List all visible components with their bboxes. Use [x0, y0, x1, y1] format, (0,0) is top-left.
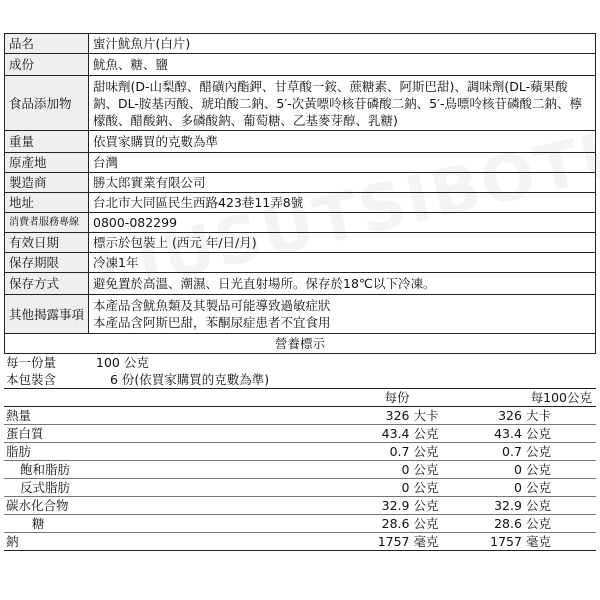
- row-address: [5, 193, 596, 213]
- label-weight: 重量: [5, 131, 89, 153]
- nutrient-name: 脂肪: [4, 443, 261, 461]
- nutrition-table: [4, 388, 596, 551]
- label-origin: 原產地: [5, 153, 89, 173]
- row-origin: [5, 153, 596, 173]
- nutrient-unit: 公克: [414, 443, 456, 461]
- value-expiry: 標示於包裝上 (西元 年/日/月): [89, 233, 596, 253]
- nutrient-name: 熱量: [4, 407, 261, 425]
- row-name: [5, 34, 596, 54]
- nutrient-per-100g: 32.9: [456, 497, 526, 515]
- serving-size-value: 100 公克: [96, 355, 149, 370]
- label-disclosure: 其他揭露事項: [5, 295, 89, 334]
- nutrient-per-100g: 43.4: [456, 425, 526, 443]
- row-disclosure: [5, 295, 596, 334]
- nutrition-row: [4, 443, 596, 461]
- label-hotline: 消費者服務專線: [5, 213, 89, 233]
- value-shelf-life: 冷凍1年: [89, 253, 596, 273]
- nutrient-per-serving: 43.4: [261, 425, 414, 443]
- nutrient-unit: 毫克: [414, 533, 456, 551]
- servings-row: [4, 371, 596, 388]
- value-disclosure: [89, 295, 596, 334]
- nutrient-name: 碳水化合物: [4, 497, 261, 515]
- nutrient-per-100g: 0: [456, 479, 526, 497]
- nutrient-unit-100g: 毫克: [526, 533, 596, 551]
- header-per-100g: 每100公克: [456, 389, 596, 407]
- row-manufacturer: [5, 173, 596, 193]
- label-sheet: [4, 33, 596, 551]
- value-ingredients: 魷魚、糖、鹽: [89, 54, 596, 76]
- nutrition-row: [4, 515, 596, 533]
- nutrient-name: 鈉: [4, 533, 261, 551]
- nutrient-unit: 公克: [414, 425, 456, 443]
- nutrient-per-100g: 1757: [456, 533, 526, 551]
- nutrient-per-100g: 0.7: [456, 443, 526, 461]
- nutrient-unit-100g: 公克: [526, 515, 596, 533]
- nutrient-per-serving: 0.7: [261, 443, 414, 461]
- nutrient-unit-100g: 公克: [526, 479, 596, 497]
- header-gap: [414, 389, 456, 407]
- nutrient-unit-100g: 公克: [526, 443, 596, 461]
- nutrient-per-serving: 32.9: [261, 497, 414, 515]
- nutrient-per-100g: 326: [456, 407, 526, 425]
- value-additives: 甜味劑(D-山梨醇、醋磺內酯鉀、甘草酸一銨、蔗糖素、阿斯巴甜)、調味劑(DL-蘋果酸鈉、DL-胺基丙酸、琥珀酸二鈉、5′-次黃嘌呤核苷磷酸二鈉、5′-鳥嘌呤核苷磷酸二鈉、檸檬酸、醋酸鈉、多磷酸鈉、葡萄糖、乙基麥芽醇、乳糖): [89, 76, 596, 131]
- value-hotline: 0800-082299: [89, 213, 596, 233]
- nutrient-per-serving: 0: [261, 479, 414, 497]
- value-manufacturer: 勝太郎實業有限公司: [89, 173, 596, 193]
- nutrient-unit-100g: 公克: [526, 497, 596, 515]
- label-expiry: 有效日期: [5, 233, 89, 253]
- nutrient-unit: 公克: [414, 515, 456, 533]
- value-name: 蜜汁魷魚片(白片): [89, 34, 596, 54]
- value-address: 台北市大同區民生西路423巷11弄8號: [89, 193, 596, 213]
- nutrient-per-serving: 0: [261, 461, 414, 479]
- row-ingredients: [5, 54, 596, 76]
- serving-size-label: 每一份量: [6, 355, 57, 370]
- row-shelf-life: [5, 253, 596, 273]
- product-info-table: [4, 33, 596, 354]
- nutrient-per-100g: 0: [456, 461, 526, 479]
- nutrient-name: 反式脂肪: [4, 479, 261, 497]
- nutrition-row: [4, 407, 596, 425]
- nutrition-row: [4, 425, 596, 443]
- nutrient-per-100g: 28.6: [456, 515, 526, 533]
- serving-size-row: [4, 354, 596, 371]
- aspartame-warning: 本產品含阿斯巴甜，苯酮尿症患者不宜食用: [93, 315, 331, 330]
- nutrient-unit: 公克: [414, 461, 456, 479]
- label-manufacturer: 製造商: [5, 173, 89, 193]
- label-ingredients: 成份: [5, 54, 89, 76]
- nutrition-title: 營養標示: [5, 334, 596, 354]
- label-shelf-life: 保存期限: [5, 253, 89, 273]
- allergy-warning: 本產品含魷魚類及其製品可能導致過敏症狀: [93, 298, 331, 313]
- nutrition-row: [4, 479, 596, 497]
- nutrient-name: 飽和脂肪: [4, 461, 261, 479]
- nutrition-title-row: [5, 334, 596, 354]
- value-origin: 台灣: [89, 153, 596, 173]
- nutrition-row: [4, 533, 596, 551]
- nutrient-unit: 公克: [414, 497, 456, 515]
- nutrition-row: [4, 461, 596, 479]
- value-weight: 依買家購買的克數為準: [89, 131, 596, 153]
- servings-label: 本包裝含: [6, 372, 57, 387]
- nutrient-unit-100g: 公克: [526, 461, 596, 479]
- nutrient-name: 糖: [4, 515, 261, 533]
- row-weight: [5, 131, 596, 153]
- nutrient-per-serving: 1757: [261, 533, 414, 551]
- serving-info: [4, 354, 596, 388]
- nutrient-unit: 大卡: [414, 407, 456, 425]
- label-additives: 食品添加物: [5, 76, 89, 131]
- nutrient-unit-100g: 公克: [526, 425, 596, 443]
- nutrient-unit: 公克: [414, 479, 456, 497]
- row-additives: [5, 76, 596, 131]
- nutrition-header-row: [4, 389, 596, 407]
- nutrient-per-serving: 28.6: [261, 515, 414, 533]
- row-hotline: [5, 213, 596, 233]
- nutrient-unit-100g: 大卡: [526, 407, 596, 425]
- value-storage: 避免置於高溫、潮濕、日光直射場所。保存於18℃以下冷凍。: [89, 273, 596, 295]
- label-name: 品名: [5, 34, 89, 54]
- servings-value: 6 份(依買家購買的克數為準): [110, 372, 270, 387]
- header-per-serving: 每份: [261, 389, 414, 407]
- nutrient-per-serving: 326: [261, 407, 414, 425]
- row-expiry: [5, 233, 596, 253]
- row-storage: [5, 273, 596, 295]
- label-storage: 保存方式: [5, 273, 89, 295]
- label-address: 地址: [5, 193, 89, 213]
- nutrition-body: [4, 407, 596, 551]
- nutrition-row: [4, 497, 596, 515]
- header-blank: [4, 389, 261, 407]
- nutrient-name: 蛋白質: [4, 425, 261, 443]
